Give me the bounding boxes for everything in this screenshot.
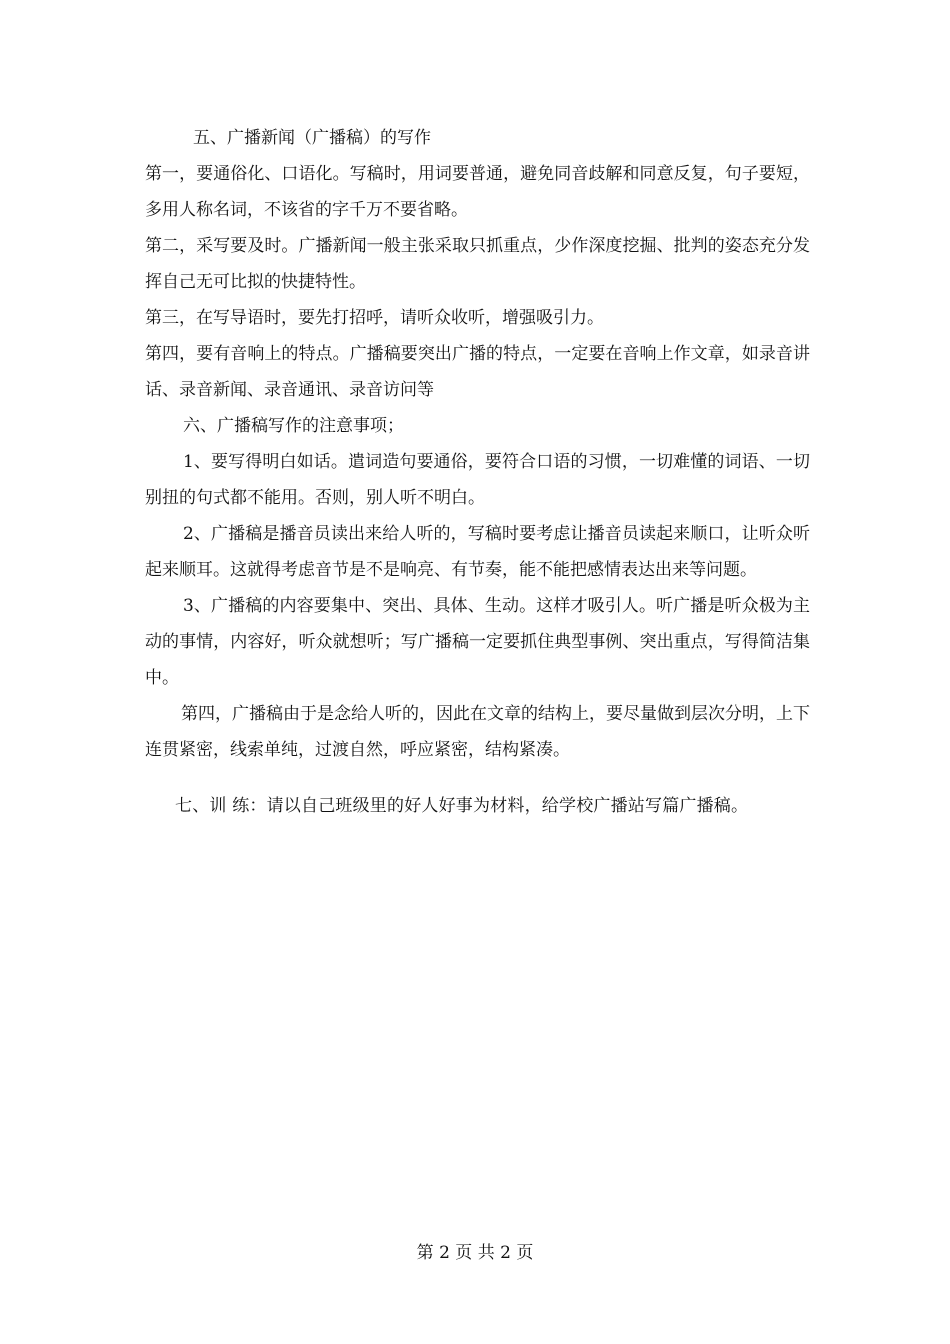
section5-point1: 第一，要通俗化、口语化。写稿时，用词要普通，避免同音歧解和同意反复，句子要短，多用人称名词，不该省的字千万不要省略。 [145, 164, 810, 220]
page-footer [0, 1240, 950, 1266]
document-body [145, 120, 810, 841]
section5-point4: 第四，要有音响上的特点。广播稿要突出广播的特点，一定要在音响上作文章，如录音讲话、录音新闻、录音通讯、录音访问等 [145, 344, 810, 400]
section5-point2: 第二，采写要及时。广播新闻一般主张采取只抓重点，少作深度挖掘、批判的姿态充分发挥自己无可比拟的快捷特性。 [145, 236, 810, 292]
section6-item3: 3、广播稿的内容要集中、突出、具体、生动。这样才吸引人。听广播是听众极为主动的事情，内容好，听众就想听；写广播稿一定要抓住典型事例、突出重点，写得简洁集中。 [145, 596, 810, 688]
section7-exercise: 七、训 练：请以自己班级里的好人好事为材料，给学校广播站写篇广播稿。 [175, 796, 749, 816]
section6-item4: 第四，广播稿由于是念给人听的，因此在文章的结构上，要尽量做到层次分明，上下连贯紧密，线索单纯，过渡自然，呼应紧密，结构紧凑。 [145, 704, 810, 760]
section5-point3: 第三，在写导语时，要先打招呼，请听众收听，增强吸引力。 [145, 308, 604, 328]
section6-item2: 2、广播稿是播音员读出来给人听的，写稿时要考虑让播音员读起来顺口，让听众听起来顺耳。这就得考虑音节是不是响亮、有节奏，能不能把感情表达出来等问题。 [145, 524, 810, 580]
section6-title: 六、广播稿写作的注意事项； [183, 416, 404, 436]
page-number: 第 2 页 共 2 页 [416, 1243, 534, 1263]
section6-item1: 1、要写得明白如话。遣词造句要通俗，要符合口语的习惯，一切难懂的词语、一切别扭的句式都不能用。否则，别人听不明白。 [145, 452, 810, 508]
section5-title: 五、广播新闻（广播稿）的写作 [193, 128, 431, 148]
